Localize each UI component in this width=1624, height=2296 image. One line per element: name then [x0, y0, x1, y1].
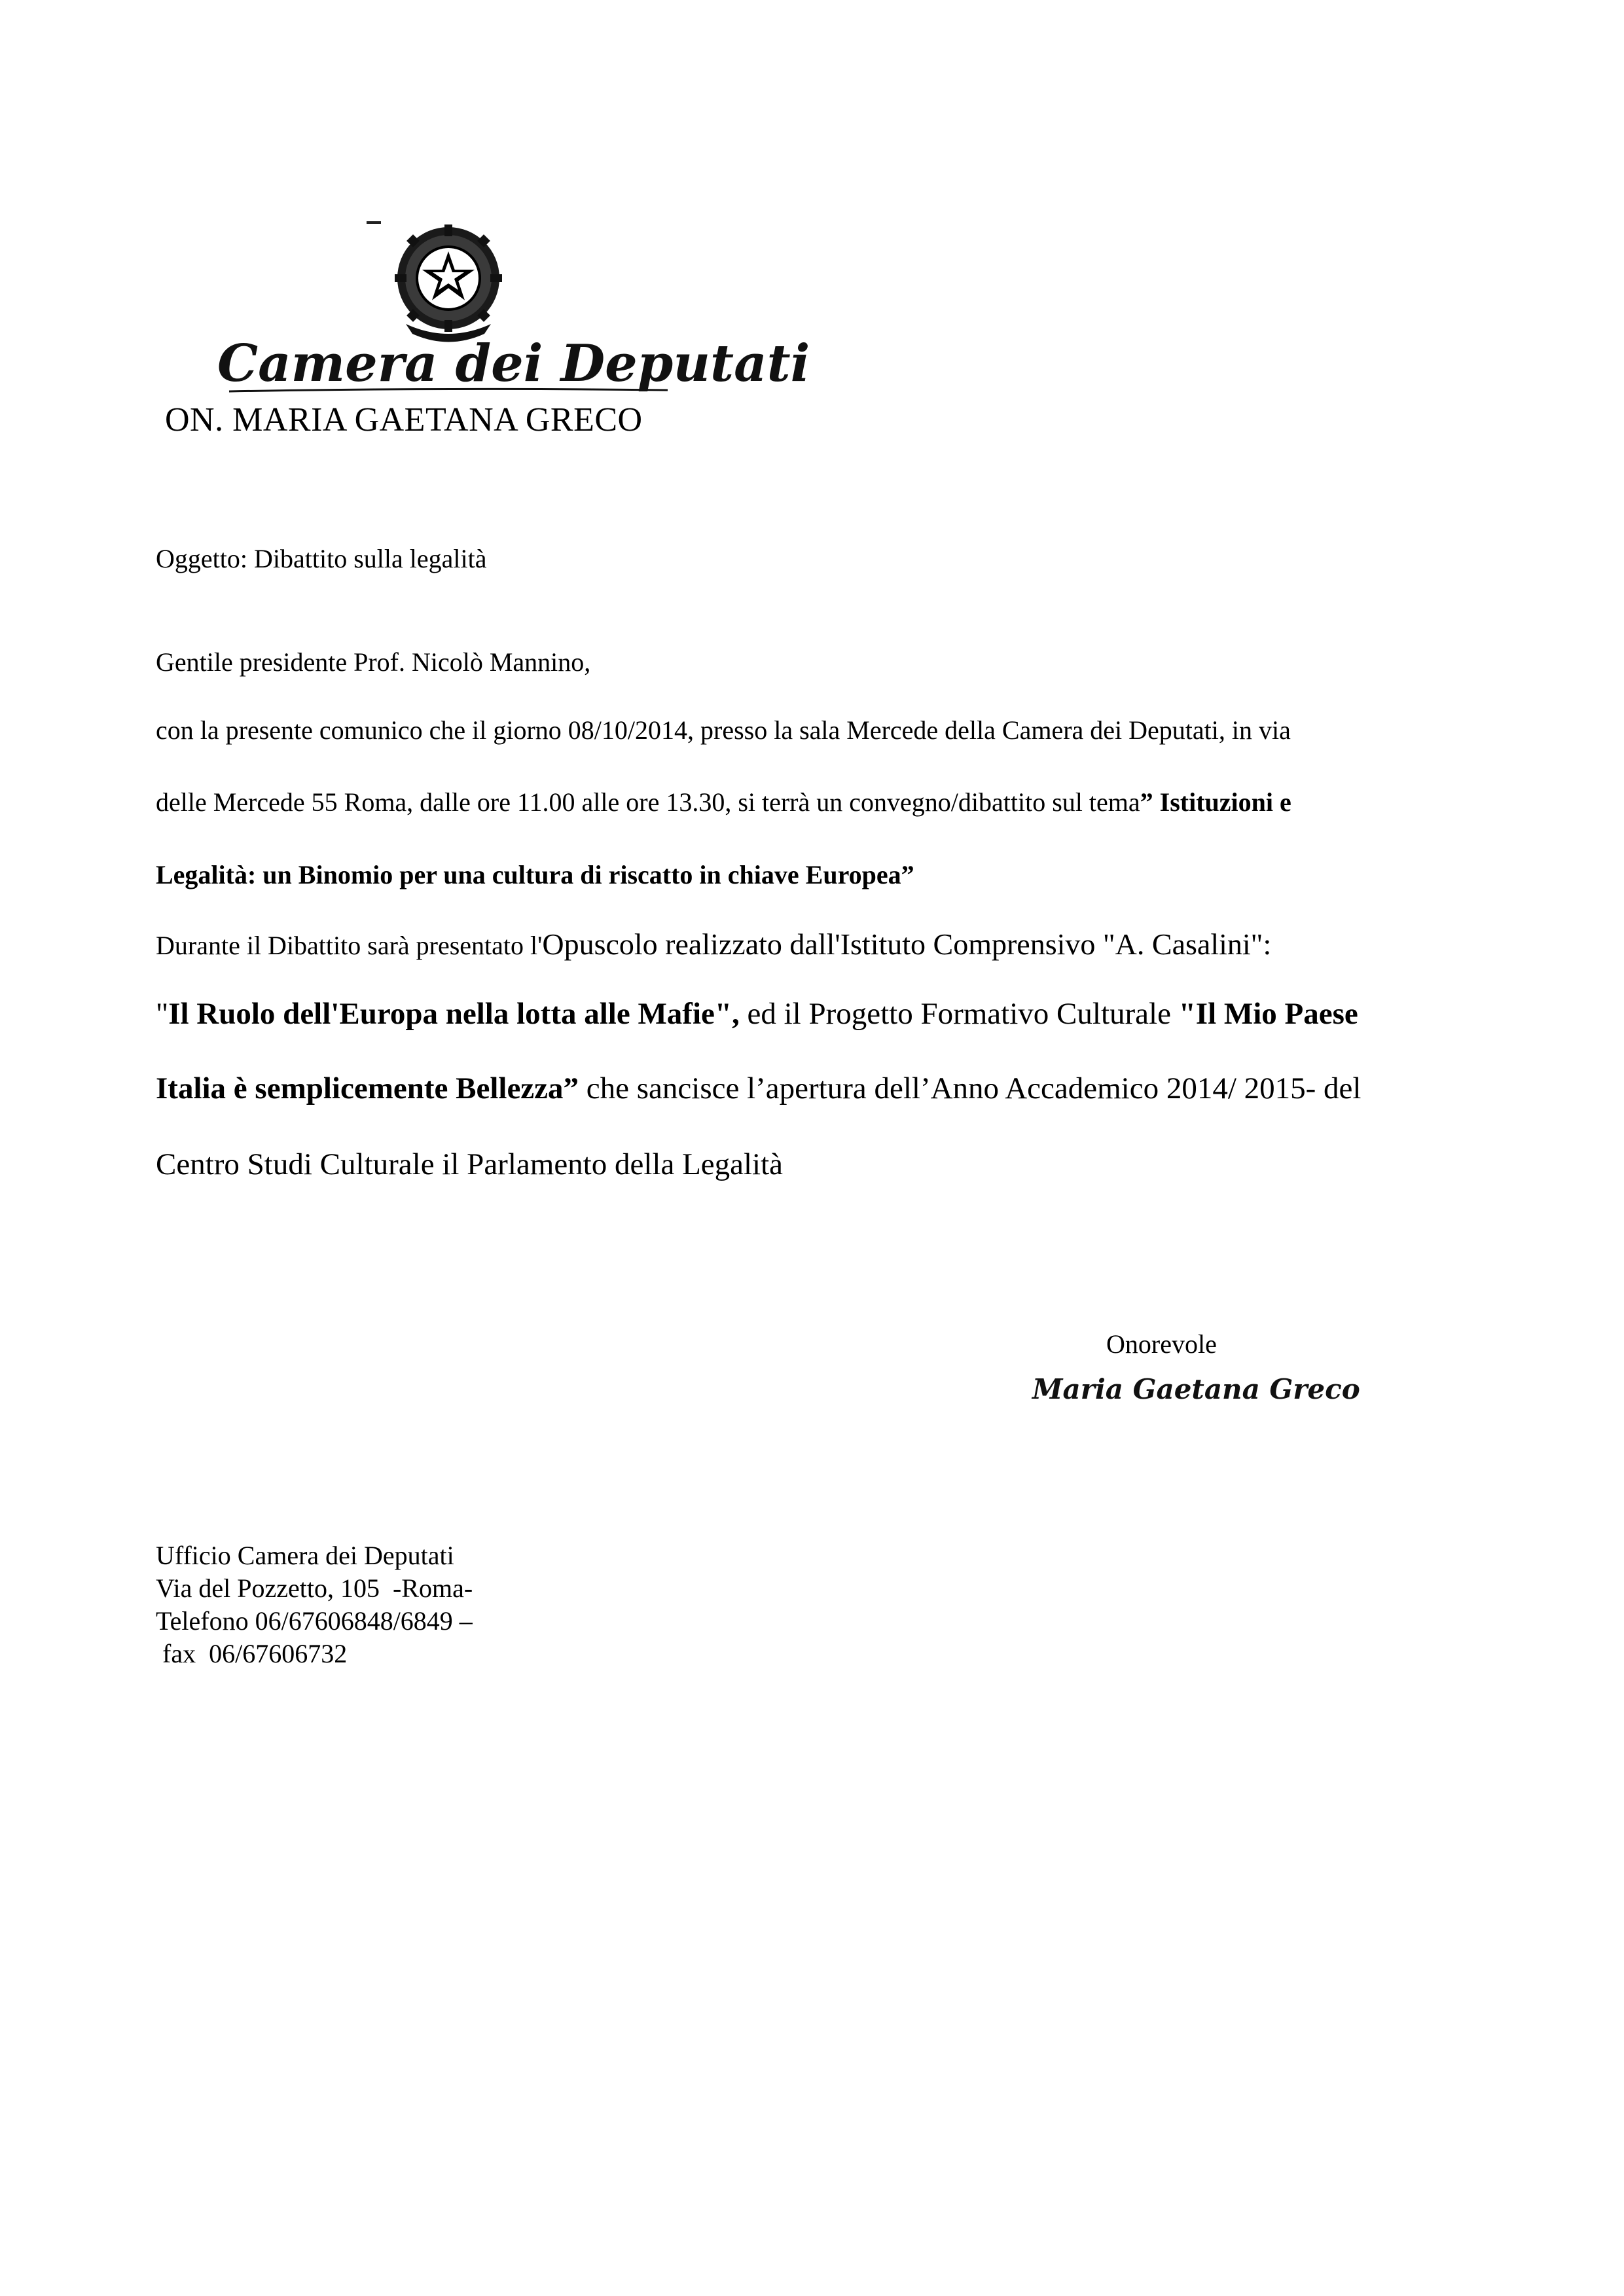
event-title-start: ” Istituzioni e — [1140, 787, 1291, 817]
subject-line: Oggetto: Dibattito sulla legalità — [156, 544, 487, 573]
body-line-5 — [156, 996, 1358, 1031]
member-name: ON. MARIA GAETANA GRECO — [165, 401, 643, 439]
body-line-6-text: che sancisce l’apertura dell’Anno Accademico 2014/ 2015- del — [579, 1071, 1362, 1105]
event-title-end: Legalità: un Binomio per una cultura di riscatto in chiave Europea” — [156, 860, 914, 889]
address-phone: Telefono 06/67606848/6849 – — [156, 1606, 473, 1636]
signature-name: Maria Gaetana Greco — [1032, 1373, 1360, 1405]
signature-title: Onorevole — [1106, 1329, 1217, 1359]
greeting: Gentile presidente Prof. Nicolò Mannino, — [156, 647, 591, 677]
body-line-4-b: Opuscolo realizzato dall'Istituto Comprensivo "A. Casalini": — [542, 927, 1272, 961]
open-quote: " — [156, 997, 169, 1031]
address-office: Ufficio Camera dei Deputati — [156, 1541, 454, 1570]
project-title-start: "Il Mio Paese — [1178, 997, 1358, 1031]
body-line-4-a: Durante il Dibattito sarà presentato l' — [156, 931, 543, 960]
booklet-title: Il Ruolo dell'Europa nella lotta alle Mafie", — [168, 997, 740, 1031]
address-fax: fax 06/67606732 — [156, 1639, 348, 1668]
body-line-6 — [156, 1071, 1361, 1106]
address-street: Via del Pozzetto, 105 -Roma- — [156, 1573, 473, 1603]
body-line-2 — [156, 787, 1291, 817]
body-line-5-text: ed il Progetto Formativo Culturale — [739, 997, 1179, 1031]
project-title-end: Italia è semplicemente Bellezza” — [156, 1071, 579, 1105]
body-line-4 — [156, 927, 1271, 961]
office-address — [156, 1539, 473, 1670]
emblem-mark — [367, 221, 381, 224]
body-line-7: Centro Studi Culturale il Parlamento della Legalità — [156, 1147, 784, 1181]
body-line-1: con la presente comunico che il giorno 08/10/2014, presso la sala Mercede della Camera dei Deputati, in via — [156, 715, 1291, 745]
institution-logo-text: Camera dei Deputati — [217, 334, 810, 393]
italian-republic-emblem-icon — [386, 219, 511, 344]
institution-logo — [216, 327, 810, 399]
handwritten-signature — [1031, 1365, 1360, 1410]
body-line-2-text: delle Mercede 55 Roma, dalle ore 11.00 alle ore 13.30, si terrà un convegno/dibattito sul tema — [156, 787, 1140, 817]
